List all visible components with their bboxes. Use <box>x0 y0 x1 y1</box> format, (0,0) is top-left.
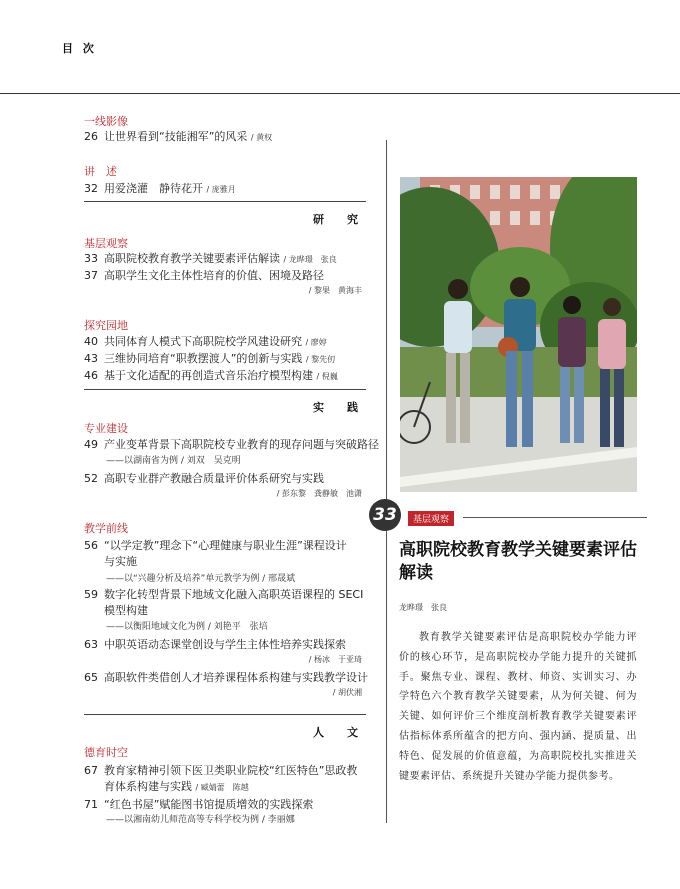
entry-title-continued: 与实施 <box>104 555 137 568</box>
entry-subtitle: ——以湘南幼儿师范高等专科学校为例 / 李丽娜 <box>106 815 295 825</box>
feature-section-tag: 基层观察 <box>408 511 454 526</box>
entry-author: / 杨冰 于亚琦 <box>308 655 362 664</box>
entry-title: 共同体育人模式下高职院校学风建设研究 <box>104 335 302 348</box>
entry-page: 71 <box>84 798 98 811</box>
entry-author: / 廖婷 <box>305 338 327 347</box>
entry-title-continued <box>104 778 249 794</box>
entry-page: 26 <box>84 130 98 143</box>
entry-title: 三维协同培育“职教摆渡人”的创新与实践 <box>104 352 303 365</box>
entry-page: 63 <box>84 638 98 651</box>
entry-page: 65 <box>84 671 98 684</box>
entry-title-line2: 育体系构建与实践 <box>104 780 192 793</box>
entry-author: / 黄权 <box>250 133 273 142</box>
entry-subtitle: ——以“兴趣分析及培养”单元教学为例 / 邢晟斌 <box>106 574 296 584</box>
column-divider <box>386 140 387 823</box>
entry-title: 中职英语动态课堂创设与学生主体性培养实践探索 <box>104 638 346 651</box>
entry-title: 基于文化适配的再创造式音乐治疗模型构建 <box>104 369 313 382</box>
feature-page-badge: 33 <box>369 499 401 531</box>
entry-title: 教育家精神引领下医卫类职业院校“红医特色”思政教 <box>104 764 358 777</box>
section-name: 基层观察 <box>84 237 128 250</box>
entry-page: 59 <box>84 588 98 601</box>
feature-authors: 龙晔璟 张良 <box>399 603 447 612</box>
entry-title: 让世界看到“技能湘军”的风采 <box>104 130 248 143</box>
entry-page: 52 <box>84 472 98 485</box>
header-rule <box>0 93 680 94</box>
divider <box>84 201 366 202</box>
category-research: 研 究 <box>313 213 364 226</box>
section-name: 专业建设 <box>84 422 128 435</box>
section-name: 讲 述 <box>84 165 117 178</box>
toc-entry[interactable] <box>84 796 313 812</box>
toc-entry[interactable] <box>84 250 337 266</box>
page-header-title: 目 次 <box>62 42 97 55</box>
entry-author: / 龙晔璟 张良 <box>283 255 337 264</box>
toc-entry[interactable] <box>84 669 368 685</box>
entry-subtitle: ——以湖南省为例 / 刘双 吴克明 <box>106 456 241 466</box>
toc-entry[interactable] <box>84 436 379 452</box>
feature-photo <box>400 177 637 492</box>
entry-title: 产业变革背景下高职院校专业教育的现存问题与突破路径 <box>104 438 379 451</box>
category-humanities: 人 文 <box>313 726 364 739</box>
entry-title: 高职软件类借创人才培养课程体系构建与实践教学设计 <box>104 671 368 684</box>
entry-page: 56 <box>84 539 98 552</box>
section-name: 探究园地 <box>84 319 128 332</box>
entry-author: / 黎果 黄海丰 <box>308 286 362 295</box>
entry-title-continued: 模型构建 <box>104 604 148 617</box>
toc-entry[interactable] <box>84 180 236 196</box>
toc-entry[interactable] <box>84 333 327 349</box>
entry-title: 高职学生文化主体性培育的价值、困境及路径 <box>104 269 324 282</box>
entry-title: 用爱浇灌 静待花开 <box>104 182 203 195</box>
entry-title: 高职专业群产教融合质量评价体系研究与实践 <box>104 472 324 485</box>
students-walking-illustration <box>400 177 637 492</box>
entry-subtitle: ——以衡阳地域文化为例 / 刘艳平 张培 <box>106 622 268 632</box>
toc-entry[interactable] <box>84 267 324 283</box>
toc-entry[interactable] <box>84 537 347 553</box>
feature-title[interactable]: 高职院校教育教学关键要素评估解读 <box>399 540 637 583</box>
feature-abstract: 教育教学关键要素评估是高职院校办学能力评价的核心环节，是高职院校办学能力提升的关键抓手。聚焦专业、课程、教材、师资、实训实习、办学特色六个教育教学关键要素，从为何关键、何为关键、如何评价三个维度剖析教育教学关键要素评估指标体系所蕴含的把方向、强内涵、提质量、出特色、促发展的价值意蕴，为高职院校扎实推进关键要素评估、系统提升关键办学能力提供参考。 <box>399 632 637 782</box>
entry-title: 数字化转型背景下地域文化融入高职英语课程的 SECI <box>104 588 364 601</box>
toc-entry[interactable] <box>84 636 346 652</box>
entry-title: “以学定教”理念下“心理健康与职业生涯”课程设计 <box>104 539 347 552</box>
entry-author: / 彭东黎 龚静敏 池潇 <box>276 489 362 498</box>
divider <box>84 714 366 715</box>
divider <box>84 389 366 390</box>
entry-page: 46 <box>84 369 98 382</box>
entry-page: 43 <box>84 352 98 365</box>
entry-title: 高职院校教育教学关键要素评估解读 <box>104 252 280 265</box>
entry-page: 49 <box>84 438 98 451</box>
entry-page: 33 <box>84 252 98 265</box>
category-practice: 实 践 <box>313 401 364 414</box>
toc-entry[interactable] <box>84 128 272 144</box>
entry-author: / 臧婧蕾 陈越 <box>195 783 249 792</box>
entry-author: / 胡伏湘 <box>332 688 362 697</box>
toc-entry[interactable] <box>84 350 335 366</box>
entry-page: 40 <box>84 335 98 348</box>
section-name: 一线影像 <box>84 115 128 128</box>
toc-entry[interactable] <box>84 586 363 602</box>
entry-title: “红色书屋”赋能图书馆提质增效的实践探索 <box>104 798 314 811</box>
entry-author: / 庞雅月 <box>206 185 236 194</box>
entry-page: 67 <box>84 764 98 777</box>
entry-author: / 倪巍 <box>316 372 338 381</box>
toc-entry[interactable] <box>84 470 324 486</box>
toc-entry[interactable] <box>84 367 338 383</box>
entry-page: 37 <box>84 269 98 282</box>
entry-author: / 黎先仞 <box>305 355 336 364</box>
toc-entry[interactable] <box>84 762 357 778</box>
section-name: 德育时空 <box>84 746 128 759</box>
feature-tag-rule <box>463 517 647 518</box>
section-name: 教学前线 <box>84 522 128 535</box>
entry-page: 32 <box>84 182 98 195</box>
